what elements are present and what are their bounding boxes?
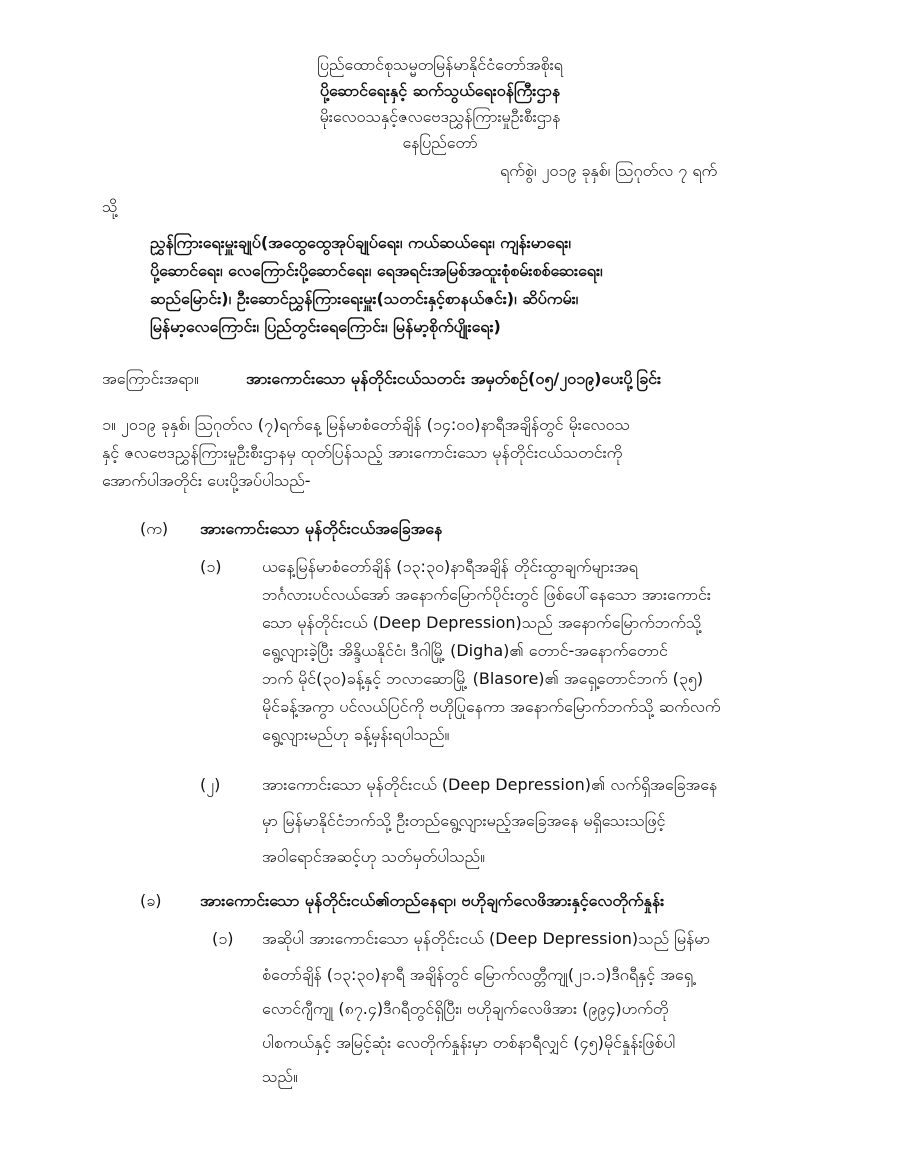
kha-item-1-line: သည်။ — [262, 1067, 298, 1086]
header-line-4: နေပြည်တော် — [402, 133, 478, 152]
header-line-3: မိုးလေဝသနှင့်ဇလဗေဒညွှန်ကြားမှုဦးစီးဌာန — [319, 107, 561, 126]
document-date: ရက်စွဲ၊ ၂၀၁၉ ခုနှစ်၊ ဩဂုတ်လ ၇ ရက် — [500, 161, 718, 180]
ka-item-1-line: ရွေ့လျားမည်ဟု ခန့်မှန်းရပါသည်။ — [262, 725, 450, 744]
section-kha-marker: (ခ) — [140, 891, 162, 910]
recipient-line: မြန်မာ့လေကြောင်း၊ ပြည်တွင်းရေကြောင်း၊ မြန်မာ့စိုက်ပျိုးရေး) — [150, 317, 501, 336]
subject-label: အကြောင်းအရာ။ — [102, 369, 199, 388]
intro-line: ၁။ ၂၀၁၉ ခုနှစ်၊ ဩဂုတ်လ (၇)ရက်နေ့ မြန်မာစံတော်ချိန် (၁၄:၀၀)နာရီအချိန်တွင် မိုးလေဝသ — [102, 415, 630, 434]
ka-item-1-line: ယနေ့မြန်မာစံတော်ချိန် (၁၃:၃၀)နာရီအချိန် တိုင်းထွာချက်များအရ — [262, 557, 638, 576]
header-line-1: ပြည်ထောင်စုသမ္မတမြန်မာနိုင်ငံတော်အစိုးရ — [317, 55, 563, 74]
intro-line: နှင့် ဇလဗေဒညွှန်ကြားမှုဦးစီးဌာနမှ ထုတ်ပြန်သည့် အားကောင်းသော မုန်တိုင်းငယ်သတင်းကို — [102, 443, 623, 462]
recipient-line: ဆည်မြောင်း)၊ ဦးဆောင်ညွှန်ကြားရေးမှူး(သတင်းနှင့်စာနယ်ဇင်း)၊ ဆိပ်ကမ်း၊ — [150, 289, 579, 308]
ka-item-1-line: ဘက် မိုင်(၃၀)ခန့်နှင့် ဘလာဆောမြို့ (Blasore)၏ အရှေ့တောင်ဘက် (၃၅) — [262, 669, 704, 688]
section-ka-marker: (က) — [140, 519, 169, 538]
ka-item-1-line: ဘင်္ဂလားပင်လယ်အော် အနောက်မြောက်ပိုင်းတွင် ဖြစ်ပေါ်နေသော အားကောင်း — [262, 585, 711, 604]
recipient-line: ညွှန်ကြားရေးမှူးချုပ်(အထွေထွေအုပ်ချုပ်ရေး၊ ကယ်ဆယ်ရေး၊ ကျန်းမာရေး၊ — [150, 233, 571, 252]
ka-item-1-line: မိုင်ခန့်အကွာ ပင်လယ်ပြင်ကို ဗဟိုပြုနေကာ အနောက်မြောက်ဘက်သို့ ဆက်လက် — [262, 697, 721, 716]
intro-line: အောက်ပါအတိုင်း ပေးပို့အပ်ပါသည်- — [102, 471, 311, 490]
header-line-2: ပို့ဆောင်ရေးနှင့် ဆက်သွယ်ရေးဝန်ကြီးဌာန — [319, 81, 561, 100]
section-ka-title: အားကောင်းသော မုန်တိုင်းငယ်အခြေအနေ — [200, 519, 443, 538]
ka-item-2-line: အားကောင်းသော မုန်တိုင်းငယ် (Deep Depression)၏ လက်ရှိအခြေအနေ — [262, 775, 718, 794]
kha-item-1-line: ပါစကယ်နှင့် အမြင့်ဆုံး လေတိုက်နှုန်းမှာ တစ်နာရီလျှင် (၄၅)မိုင်နှုန်းဖြစ်ပါ — [262, 1033, 676, 1052]
recipient-line: ပို့ဆောင်ရေး၊ လေကြောင်းပို့ဆောင်ရေး၊ ရေအရင်းအမြစ်အထူးစုံစမ်းစစ်ဆေးရေး၊ — [150, 261, 603, 280]
subject-text: အားကောင်းသော မုန်တိုင်းငယ်သတင်း အမှတ်စဉ်(၀၅/၂၀၁၉)ပေးပို့ခြင်း — [246, 369, 662, 388]
kha-item-1-line: လောင်ဂျီကျု (၈၇.၄)ဒီဂရီတွင်ရှိပြီး၊ ဗဟိုချက်လေဖိအား (၉၉၄)ဟက်တို — [262, 999, 669, 1018]
kha-item-1-line: စံတော်ချိန် (၁၃:၃၀)နာရီ အချိန်တွင် မြောက်လတ္တီကျု(၂၁.၁)ဒီဂရီနှင့် အရှေ့ — [262, 965, 694, 984]
to-label: သို့ — [102, 197, 118, 216]
ka-item-2-marker: (၂) — [200, 775, 221, 794]
ka-item-1-line: သော မုန်တိုင်းငယ် (Deep Depression)သည် အနောက်မြောက်ဘက်သို့ — [262, 613, 702, 632]
ka-item-1-marker: (၁) — [200, 557, 222, 576]
ka-item-1-line: ရွေ့လျားခဲ့ပြီး အိန္ဒိယနိုင်ငံ၊ ဒီဂါမြို့ (Digha)၏ တောင်-အနောက်တောင် — [262, 641, 668, 660]
kha-item-1-line: အဆိုပါ အားကောင်းသော မုန်တိုင်းငယ် (Deep Depression)သည် မြန်မာ — [262, 929, 710, 948]
ka-item-2-line: မှာ မြန်မာနိုင်ငံဘက်သို့ ဦးတည်ရွေ့လျားမည့်အခြေအနေ မရှိသေးသဖြင့် — [262, 811, 666, 830]
section-kha-title: အားကောင်းသော မုန်တိုင်းငယ်၏တည်နေရာ၊ ဗဟိုချက်လေဖိအားနှင့်လေတိုက်နှုန်း — [200, 891, 665, 910]
kha-item-1-marker: (၁) — [212, 929, 234, 948]
ka-item-2-line: အဝါရောင်အဆင့်ဟု သတ်မှတ်ပါသည်။ — [262, 847, 485, 866]
